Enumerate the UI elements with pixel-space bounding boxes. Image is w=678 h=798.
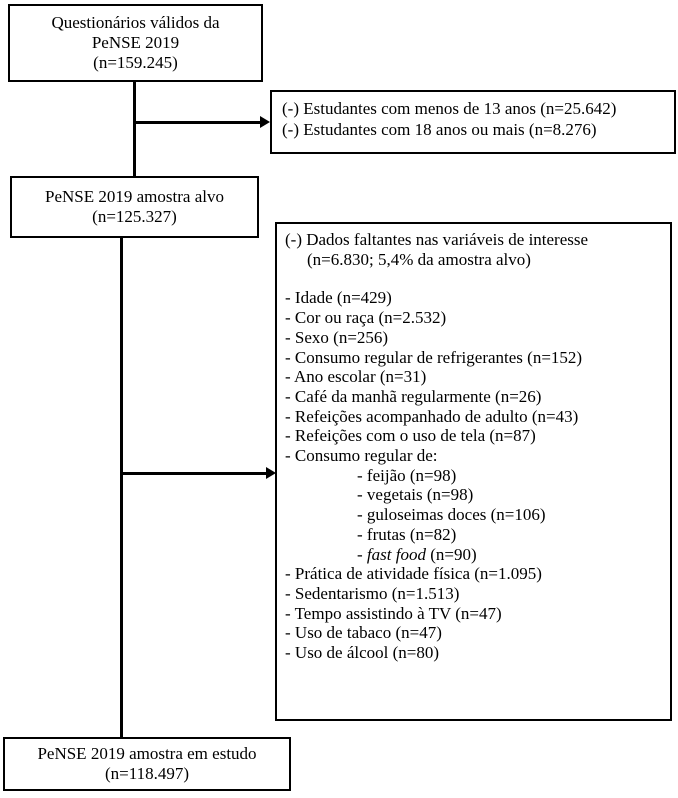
box-text: PeNSE 2019 <box>91 33 180 52</box>
arrow-head-1 <box>260 116 270 128</box>
box-dados-faltantes <box>275 222 672 721</box>
box-questionarios-validos <box>8 4 263 82</box>
connector-horizontal-1 <box>134 121 262 124</box>
box-text: (n=118.497) <box>104 764 190 783</box>
box-text: (n=125.327) <box>92 207 177 226</box>
connector-vertical-2 <box>120 236 123 738</box>
list-item: - Tempo assistindo à TV (n=47) <box>285 603 502 623</box>
box-title: (-) Dados faltantes nas variáveis de interesse <box>285 230 589 249</box>
box-text: (n=159.245) <box>93 53 178 72</box>
list-item: - Consumo regular de refrigerantes (n=152) <box>285 347 583 367</box>
list-item: - frutas (n=82) <box>357 524 457 544</box>
box-amostra-alvo <box>10 176 259 238</box>
list-item: - Refeições acompanhado de adulto (n=43) <box>285 406 579 426</box>
list-item: - Uso de álcool (n=80) <box>285 643 440 663</box>
connector-horizontal-2 <box>121 472 267 475</box>
list-item: - Sedentarismo (n=1.513) <box>285 583 460 603</box>
list-item: - feijão (n=98) <box>357 465 457 485</box>
list-item: - Café da manhã regularmente (n=26) <box>285 386 542 406</box>
box-text: (-) Estudantes com 18 anos ou mais (n=8.276) <box>282 120 597 139</box>
list-item: - Sexo (n=256) <box>285 327 389 347</box>
box-text: PeNSE 2019 amostra alvo <box>45 187 224 206</box>
list-item: - Cor ou raça (n=2.532) <box>285 308 447 328</box>
list-item: - guloseimas doces (n=106) <box>357 505 546 525</box>
connector-vertical-1 <box>133 80 136 178</box>
list-item: - Idade (n=429) <box>285 288 392 308</box>
list-item: - vegetais (n=98) <box>357 485 474 505</box>
box-exclusao-idade <box>270 90 676 154</box>
list-item: - Refeições com o uso de tela (n=87) <box>285 426 536 446</box>
list-item: - Uso de tabaco (n=47) <box>285 623 442 643</box>
box-text: (-) Estudantes com menos de 13 anos (n=25.642) <box>282 99 617 118</box>
box-title: (n=6.830; 5,4% da amostra alvo) <box>307 249 531 269</box>
list-item: - Prática de atividade física (n=1.095) <box>285 564 542 584</box>
list-item: - fast food (n=90) <box>357 544 477 564</box>
box-text: PeNSE 2019 amostra em estudo <box>37 744 257 763</box>
list-item: - Ano escolar (n=31) <box>285 367 427 387</box>
box-amostra-estudo <box>3 737 291 791</box>
list-item: - Consumo regular de: <box>285 446 438 466</box>
box-text: Questionários válidos da <box>51 13 220 32</box>
